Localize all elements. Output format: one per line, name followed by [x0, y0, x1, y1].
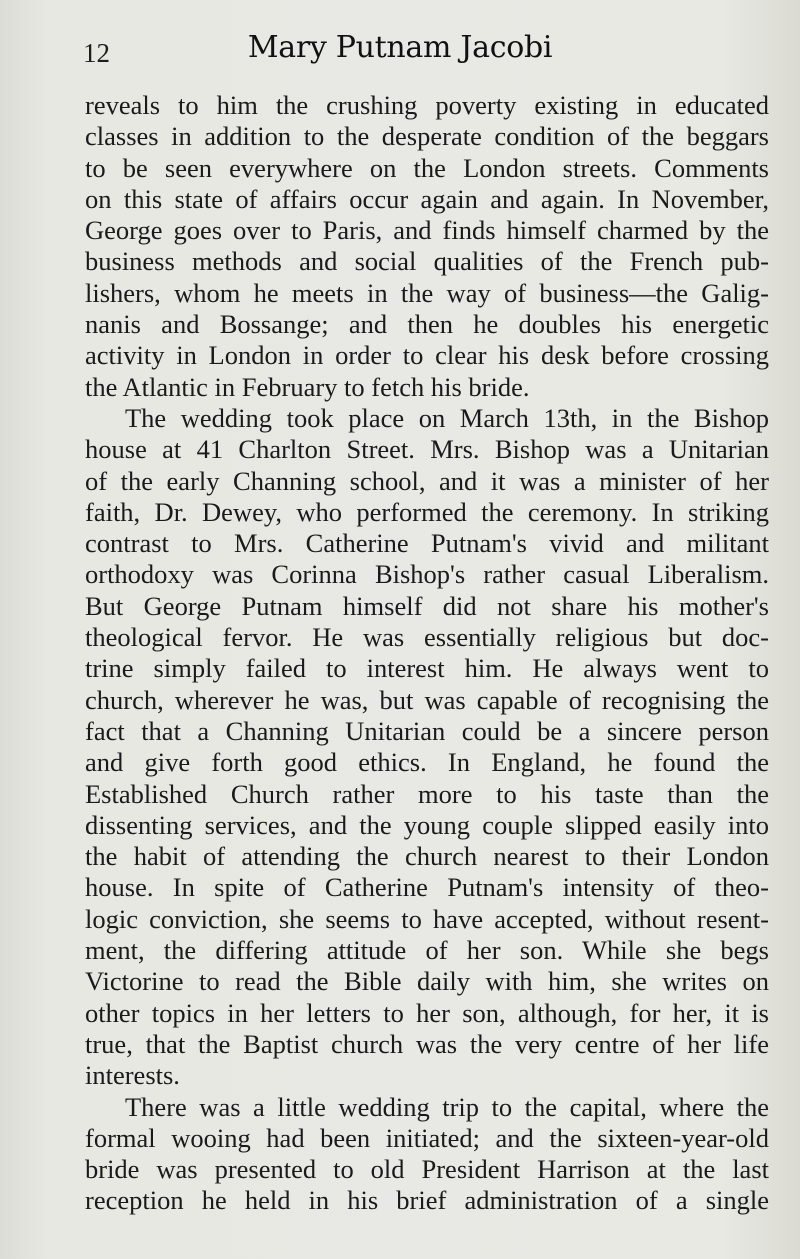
text-line: house. In spite of Catherine Putnam's intensity of theo- — [85, 872, 769, 903]
text-line: faith, Dr. Dewey, who performed the ceremony. In striking — [85, 496, 769, 527]
text-line: ment, the differing attitude of her son. While she begs — [85, 935, 769, 966]
text-line: activity in London in order to clear his desk before crossing — [85, 340, 769, 371]
running-title: Mary Putnam Jacobi — [247, 30, 553, 65]
text-line: Victorine to read the Bible daily with him, she writes on — [85, 966, 769, 997]
text-line: to be seen everywhere on the London streets. Comments — [85, 152, 769, 183]
text-line: formal wooing had been initiated; and the sixteen-year-old — [85, 1122, 769, 1153]
text-line: trine simply failed to interest him. He always went to — [85, 653, 769, 684]
text-line: The wedding took place on March 13th, in the Bishop — [125, 402, 769, 433]
text-line: nanis and Bossange; and then he doubles his energetic — [85, 309, 769, 340]
text-line: lishers, whom he meets in the way of business—the Galig- — [85, 277, 769, 308]
text-line: and give forth good ethics. In England, he found the — [85, 747, 769, 778]
text-line: the habit of attending the church nearest to their London — [85, 841, 769, 872]
text-line: bride was presented to old President Harrison at the last — [85, 1154, 769, 1185]
text-line: But George Putnam himself did not share his mother's — [85, 590, 769, 621]
text-line: orthodoxy was Corinna Bishop's rather casual Liberalism. — [85, 559, 769, 590]
text-line: of the early Channing school, and it was a minister of her — [85, 465, 769, 496]
text-line: house at 41 Charlton Street. Mrs. Bishop was a Unitarian — [85, 434, 769, 465]
text-line: reception he held in his brief administration of a single — [85, 1185, 769, 1216]
text-line: interests. — [85, 1060, 180, 1091]
text-line: fact that a Channing Unitarian could be a sincere person — [85, 715, 769, 746]
paragraph — [85, 403, 769, 1092]
text-line: church, wherever he was, but was capable of recognising the — [85, 684, 769, 715]
text-line: true, that the Baptist church was the very centre of her life — [85, 1028, 769, 1059]
text-line: other topics in her letters to her son, although, for her, it is — [85, 997, 769, 1028]
text-line: There was a little wedding trip to the capital, where the — [125, 1091, 769, 1122]
page-number: 12 — [83, 38, 110, 68]
text-line: reveals to him the crushing poverty existing in educated — [85, 90, 769, 120]
paragraph — [85, 1092, 769, 1217]
text-line: dissenting services, and the young couple slipped easily into — [85, 809, 769, 840]
paragraph — [85, 90, 769, 403]
body-text — [85, 90, 769, 1217]
text-line: Established Church rather more to his taste than the — [85, 778, 769, 809]
text-line: George goes over to Paris, and finds himself charmed by the — [85, 215, 769, 246]
text-line: logic conviction, she seems to have accepted, without resent- — [85, 903, 769, 934]
text-line: business methods and social qualities of the French pub- — [85, 246, 769, 277]
text-line: the Atlantic in February to fetch his bride. — [85, 371, 530, 402]
text-line: theological fervor. He was essentially religious but doc- — [85, 622, 769, 653]
text-line: on this state of affairs occur again and again. In November, — [85, 183, 769, 214]
text-line: contrast to Mrs. Catherine Putnam's vivid and militant — [85, 528, 769, 559]
text-line: classes in addition to the desperate condition of the beggars — [85, 121, 769, 152]
